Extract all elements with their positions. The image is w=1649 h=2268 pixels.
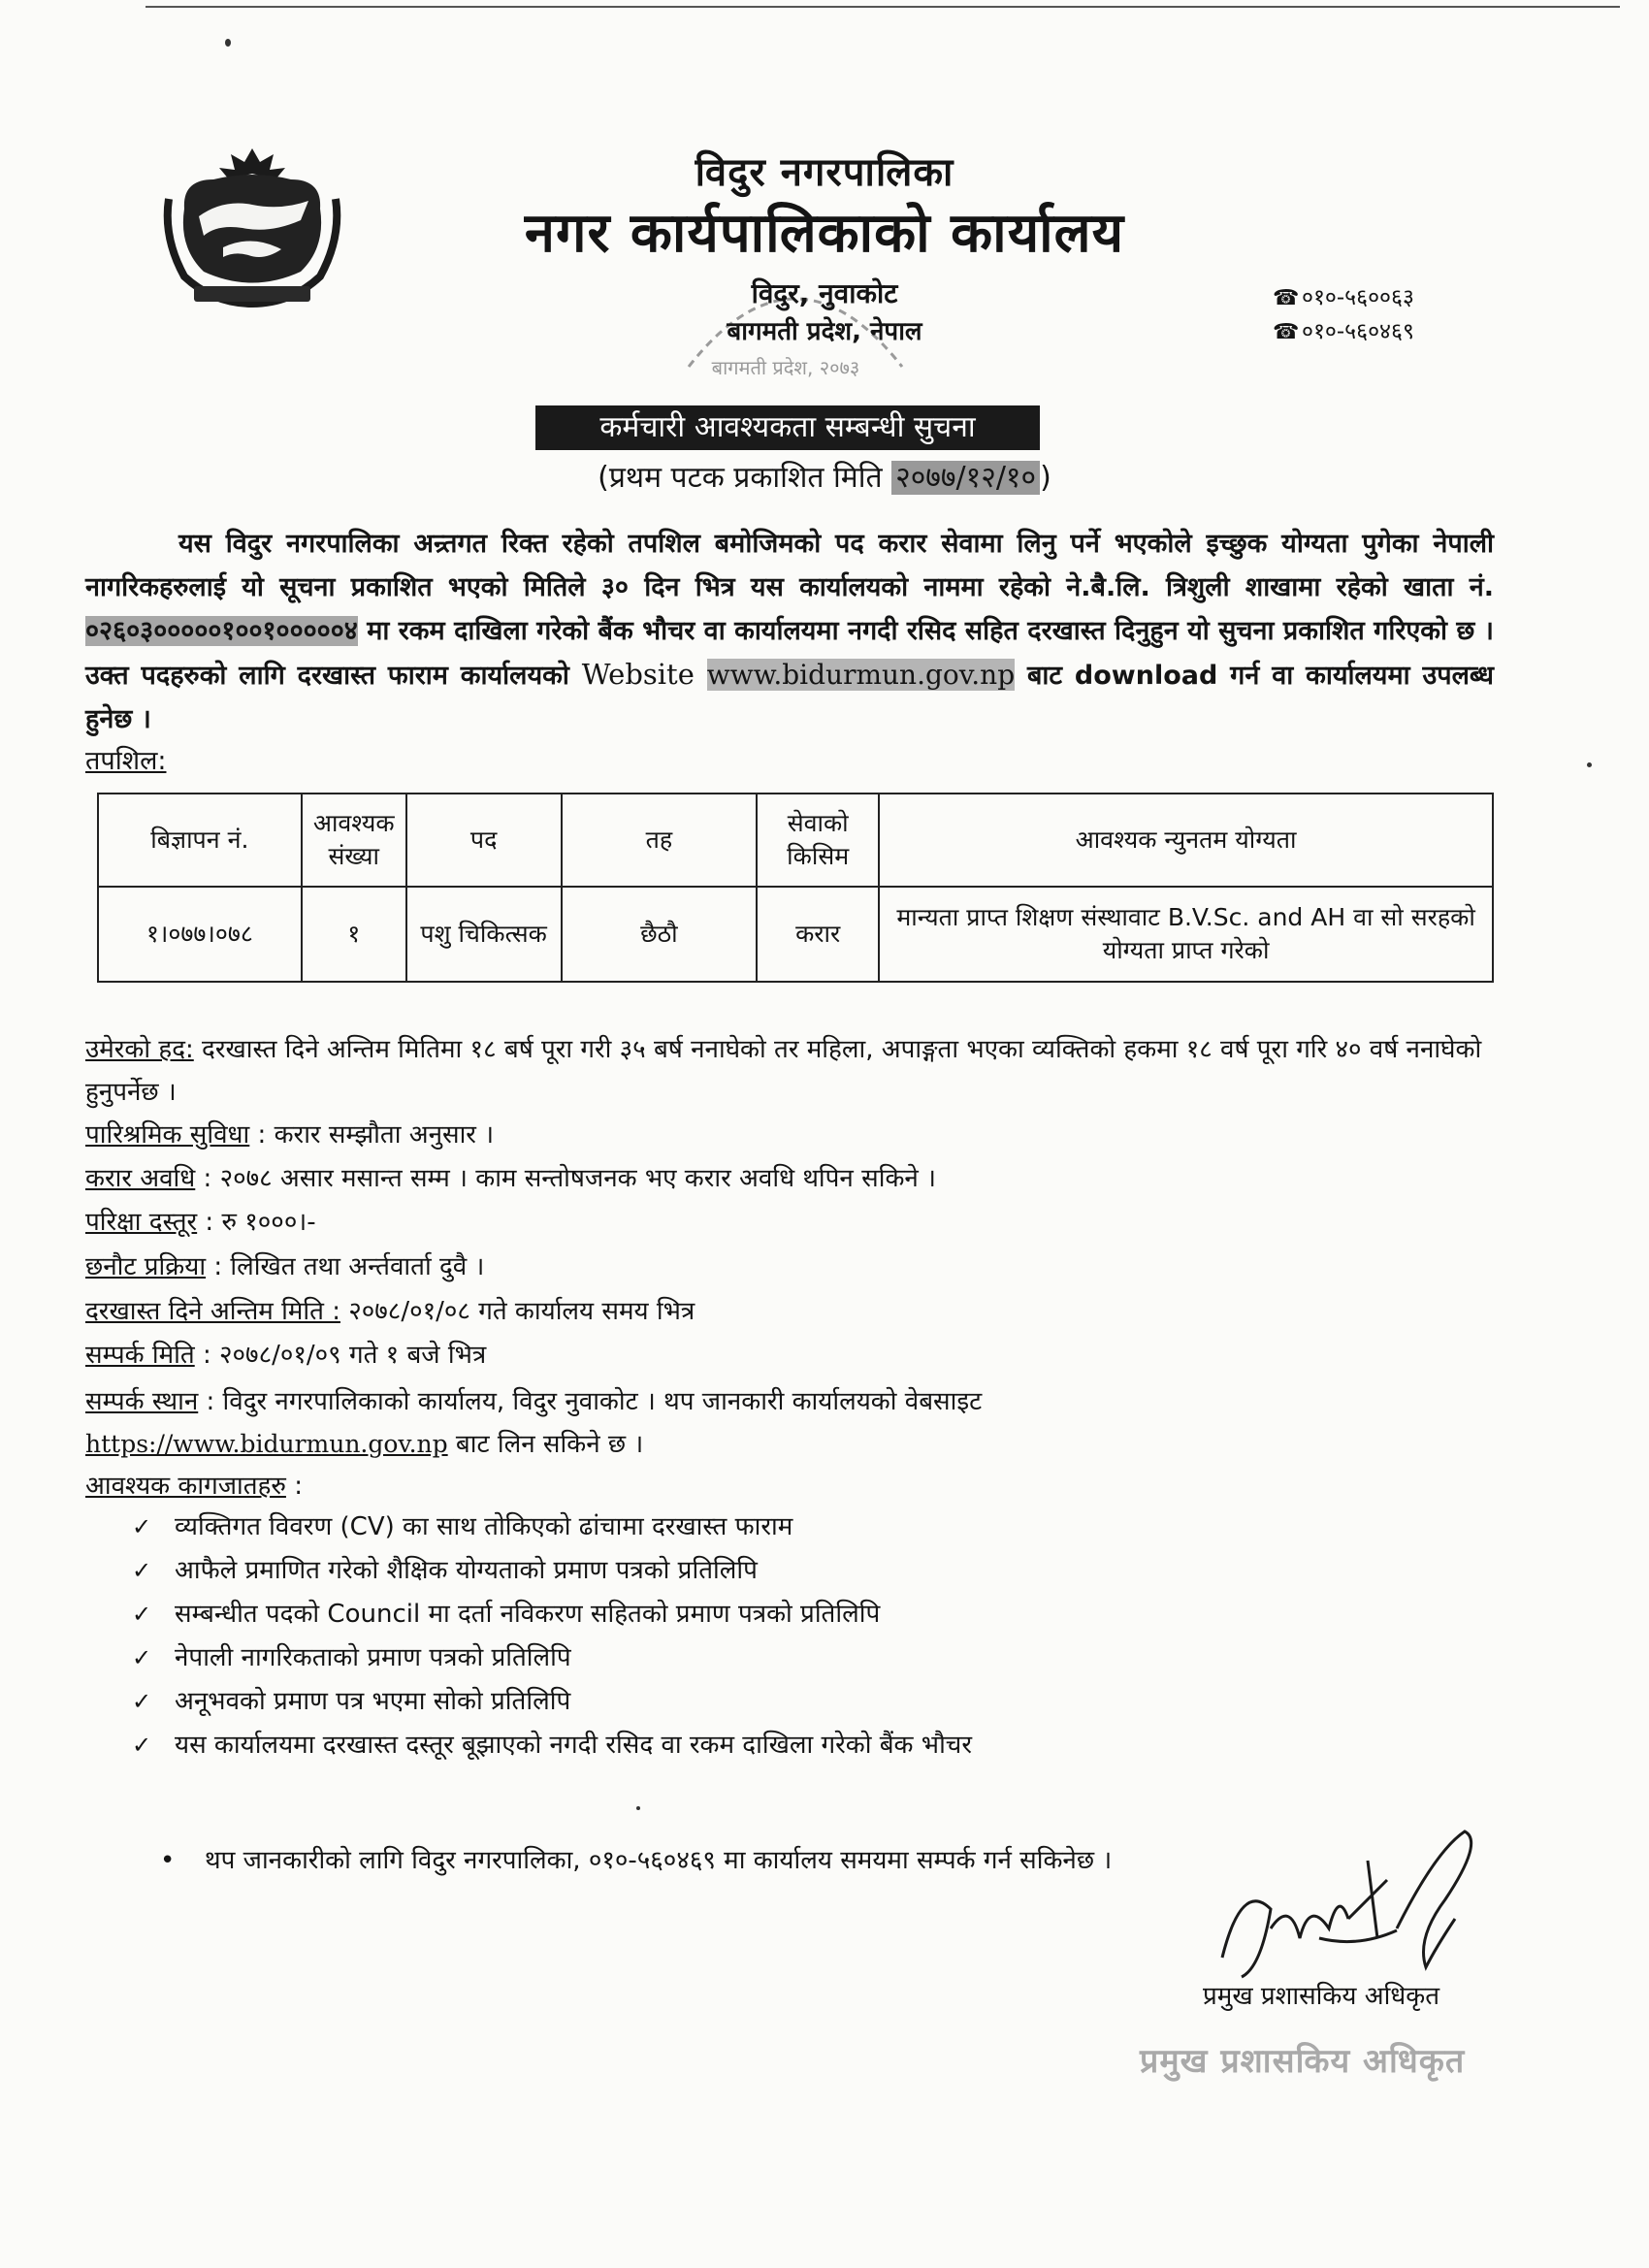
- salary-label: पारिश्रमिक सुविधा: [85, 1120, 250, 1150]
- scan-speck: [636, 1806, 640, 1810]
- document-text: नेपाली नागरिकताको प्रमाण पत्रको प्रतिलिपि: [175, 1643, 571, 1672]
- document-text: यस कार्यालयमा दरखास्त दस्तूर बूझाएको नगदी रसिद वा रकम दाखिला गरेको बैंक भौचर: [175, 1731, 972, 1760]
- document-text: सम्बन्धीत पदको Council मा दर्ता नविकरण सहितको प्रमाण पत्रको प्रतिलिपि: [175, 1600, 881, 1629]
- phone-entry: [1273, 281, 1414, 315]
- column-header: पद: [406, 794, 562, 887]
- body-text: मा रकम दाखिला गरेको बैंक भौचर वा कार्यालयमा नगदी रसिद सहित दरखास्त दिनुहुन यो सुचना प्रकाशित गरिएको छ । उक्त पदहरुको लागि दरखास्त फाराम कार्यालयको: [85, 616, 1494, 691]
- documents-colon: :: [285, 1472, 303, 1501]
- list-item: [132, 1549, 1393, 1593]
- application-deadline: [85, 1292, 1502, 1327]
- documents-heading: [85, 1467, 1502, 1502]
- deadline-text: २०७८/०१/०८ गते कार्यालय समय भित्र: [340, 1297, 695, 1326]
- scan-speck: [225, 39, 231, 47]
- checkmark-icon: ✓: [132, 1688, 152, 1715]
- contact-date: [85, 1336, 1502, 1371]
- service-type-cell: करार: [757, 887, 879, 982]
- body-text: बाट download गर्न वा कार्यालयमा उपलब्ध हुनेछ ।: [85, 661, 1494, 734]
- salary-info: [85, 1116, 1502, 1150]
- term-label: करार अवधि: [85, 1164, 196, 1193]
- table-row: [98, 887, 1493, 982]
- account-number: ०२६०३०००००१००१०००००४: [85, 616, 358, 646]
- checkmark-icon: ✓: [132, 1557, 152, 1584]
- contact-date-text: : २०७८/०१/०९ गते १ बजे भित्र: [194, 1341, 487, 1370]
- term-text: : २०७८ असार मसान्त सम्म । काम सन्तोषजनक भए करार अवधि थपिन सकिने ।: [195, 1164, 936, 1193]
- org-name: विदुर नगरपालिका: [695, 149, 954, 195]
- telephone-icon: ☎: [1273, 320, 1300, 344]
- column-header: बिज्ञापन नं.: [98, 794, 302, 887]
- list-item: [132, 1506, 1393, 1549]
- list-item: [132, 1680, 1393, 1724]
- fee-label: परिक्षा दस्तूर: [85, 1208, 198, 1237]
- column-header: सेवाको किसिम: [757, 794, 879, 887]
- address-line-2: बागमती प्रदेश, नेपाल: [727, 317, 922, 346]
- phone-entry: [1273, 315, 1414, 349]
- contact-date-label: सम्पर्क मिति: [85, 1341, 195, 1370]
- stamp-text: बागमती प्रदेश, २०७३: [711, 356, 860, 379]
- contact-place-label: सम्पर्क स्थान: [85, 1387, 199, 1416]
- list-item: [132, 1724, 1393, 1767]
- documents-list: [132, 1506, 1393, 1767]
- contract-term: [85, 1159, 1502, 1194]
- checkmark-icon: ✓: [132, 1644, 152, 1671]
- details-heading: तपशिल:: [85, 746, 167, 776]
- list-item: [132, 1593, 1393, 1636]
- address-line-1: विदुर, नुवाकोट: [751, 277, 898, 309]
- notice-title: कर्मचारी आवश्यकता सम्बन्धी सुचना: [535, 405, 1040, 450]
- footer-note-text: थप जानकारीको लागि विदुर नगरपालिका, ०१०-५६०४६९ मा कार्यालय समयमा सम्पर्क गर्न सकिनेछ ।: [205, 1846, 1113, 1875]
- faded-stamp-text: प्रमुख प्रशासकिय अधिकृत: [1140, 2042, 1466, 2081]
- post-cell: पशु चिकित्सक: [406, 887, 562, 982]
- count-cell: १: [302, 887, 406, 982]
- publication-suffix: ): [1040, 461, 1051, 495]
- website-link[interactable]: www.bidurmun.gov.np: [706, 659, 1016, 691]
- publication-prefix: (प्रथम पटक प्रकाशित मिति: [598, 461, 892, 495]
- scan-speck: [1587, 762, 1592, 767]
- notice-body: [85, 522, 1494, 741]
- column-header: तह: [562, 794, 758, 887]
- column-header: आवश्यक संख्या: [302, 794, 406, 887]
- contact-place: [85, 1380, 1502, 1466]
- exam-fee: [85, 1203, 1502, 1238]
- documents-label: आवश्यक कागजातहरु: [85, 1472, 286, 1501]
- ad-number-cell: १।०७७।०७८: [98, 887, 302, 982]
- list-item: [132, 1636, 1393, 1680]
- selection-process: [85, 1247, 1502, 1282]
- qualification-cell: मान्यता प्राप्त शिक्षण संस्थावाट B.V.Sc. and AH वा सो सरहको योग्यता प्राप्त गरेको: [879, 887, 1493, 982]
- age-label: उमेरको हद:: [85, 1035, 194, 1064]
- contact-url-link[interactable]: https://www.bidurmun.gov.np: [85, 1430, 448, 1458]
- publication-line: [0, 456, 1649, 496]
- document-text: आफैले प्रमाणित गरेको शैक्षिक योग्यताको प्रमाण पत्रको प्रतिलिपि: [175, 1556, 758, 1585]
- body-text: यस विदुर नगरपालिका अन्र्तगत रिक्त रहेको तपशिल बमोजिमको पद करार सेवामा लिनु पर्ने भएकोले इच्छुक योग्यता पुगेका नेपाली नागरिकहरुलाई यो सूचना प्रकाशित भएको मितिले ३० दिन भित्र यस कार्यालयको नाममा रहेको ने.बै.लि. त्रिशुली शाखामा रहेको खाता नं.: [85, 529, 1494, 602]
- footer-note: [160, 1841, 1112, 1876]
- document-text: व्यक्तिगत विवरण (CV) का साथ तोकिएको ढांचामा दरखास्त फाराम: [175, 1512, 793, 1541]
- office-name: नगर कार्यपालिकाको कार्यालय: [524, 201, 1125, 265]
- signatory-title: प्रमुख प्रशासकिय अधिकृत: [1203, 1982, 1440, 2011]
- checkmark-icon: ✓: [132, 1601, 152, 1628]
- table-header-row: [98, 794, 1493, 887]
- selection-text: : लिखित तथा अर्न्तवार्ता दुवै ।: [206, 1252, 485, 1281]
- vacancy-table: [97, 793, 1494, 983]
- publication-date: २०७७/१२/१०: [891, 461, 1040, 495]
- website-word: Website: [581, 658, 695, 691]
- level-cell: छैठौ: [562, 887, 758, 982]
- telephone-icon: ☎: [1273, 286, 1300, 310]
- bullet-icon: •: [160, 1846, 176, 1875]
- top-border: [146, 6, 1620, 8]
- phone-number: ०१०-५६०४६९: [1302, 319, 1414, 344]
- phone-number: ०१०-५६००६३: [1302, 285, 1414, 310]
- contact-place-text: : विदुर नगरपालिकाको कार्यालय, विदुर नुवाकोट । थप जानकारी कार्यालयको वेबसाइट: [198, 1387, 983, 1416]
- selection-label: छनौट प्रक्रिया: [85, 1252, 207, 1281]
- contact-tail: बाट लिन सकिने छ ।: [447, 1430, 644, 1459]
- phone-list: [1273, 281, 1414, 349]
- deadline-label: दरखास्त दिने अन्तिम मिति :: [85, 1297, 340, 1326]
- column-header: आवश्यक न्युनतम योग्यता: [879, 794, 1493, 887]
- fee-text: : रु १०००।-: [197, 1208, 316, 1237]
- age-text: दरखास्त दिने अन्तिम मितिमा १८ बर्ष पूरा गरी ३५ बर्ष ननाघेको तर महिला, अपाङ्गता भएका व्यक्तिको हकमा १८ वर्ष पूरा गरि ४० वर्ष ननाघेको हुनुपर्नेछ ।: [85, 1035, 1482, 1107]
- salary-text: : करार सम्झौता अनुसार ।: [249, 1120, 495, 1150]
- document-text: अनूभवको प्रमाण पत्र भएमा सोको प्रतिलिपि: [175, 1687, 571, 1716]
- age-limit: [85, 1028, 1502, 1114]
- checkmark-icon: ✓: [132, 1513, 152, 1540]
- checkmark-icon: ✓: [132, 1732, 152, 1759]
